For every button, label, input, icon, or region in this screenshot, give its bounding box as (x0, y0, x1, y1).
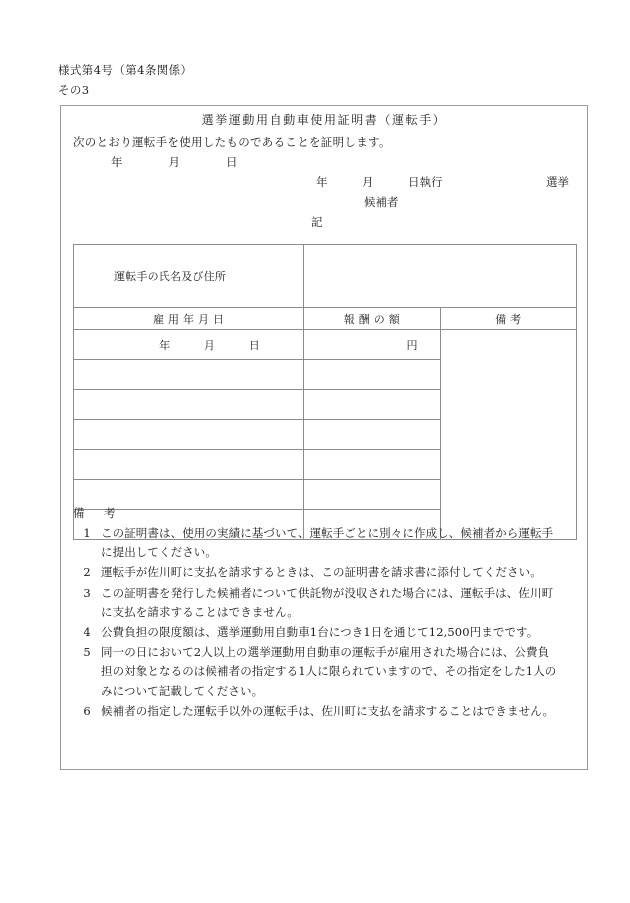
name-address-value[interactable] (304, 245, 577, 308)
note-line: に支払を請求することはできません。 (101, 604, 299, 619)
table-row-name-address (74, 245, 577, 308)
note-number: 1 (83, 526, 91, 540)
cell-remuneration-amount-3[interactable] (304, 390, 441, 420)
note-line: 運転手が佐川町に支払を請求するときは、この証明書を請求書に添付してください。 (101, 565, 542, 580)
driver-usage-table (73, 244, 577, 540)
form-sub-number: その3 (58, 83, 90, 97)
form-number: 様式第4号（第4条関係） (58, 63, 193, 77)
note-item (73, 584, 581, 622)
note-line: 候補者の指定した運転手以外の運転手は、佐川町に支払を請求することはできません。 (101, 703, 555, 718)
issue-date-blank: 年 月 日 (111, 155, 238, 169)
note-line: に提出してください。 (101, 545, 217, 560)
note-line: 同一の日において2人以上の選挙運動用自動車の運転手が雇用された場合には、公費負 (101, 645, 550, 660)
cell-remuneration-amount-2[interactable] (304, 360, 441, 390)
note-number: 4 (83, 625, 91, 640)
header-remuneration-amount: 報酬の額 (304, 308, 441, 330)
note-item (73, 643, 581, 701)
cell-employment-date-3[interactable] (74, 390, 304, 420)
document-meta-header (58, 60, 478, 100)
cell-employment-date-2[interactable] (74, 360, 304, 390)
page-inner (61, 106, 587, 769)
cell-employment-date-4[interactable] (74, 420, 304, 450)
note-number: 3 (83, 585, 91, 600)
cell-remuneration-amount-4[interactable] (304, 420, 441, 450)
cell-employment-date-5[interactable] (74, 450, 304, 480)
note-body (101, 524, 581, 562)
candidate-label: 候補者 (364, 195, 399, 209)
form-title: 選挙運動用自動車使用証明書（運転手） (201, 113, 447, 127)
note-line: この証明書を発行した候補者について供託物が没収された場合には、運転手は、佐川町 (101, 585, 554, 600)
ki-mark: 記 (311, 215, 323, 229)
note-line: みについて記載してください。 (101, 683, 264, 698)
cell-remuneration-amount-1[interactable]: 円 (304, 330, 441, 360)
election-execution-line: 年 月 日執行 選挙 (316, 175, 569, 189)
notes-section (73, 504, 581, 721)
note-item (73, 563, 581, 582)
cell-employment-date-1[interactable]: 年 月 日 (74, 330, 304, 360)
note-body (101, 702, 581, 721)
page-frame (60, 105, 588, 770)
note-item (73, 702, 581, 721)
note-line: 公費負担の限度額は、選挙運動用自動車1台につき1日を通じて12,500円までです。 (101, 625, 539, 640)
note-body (101, 584, 581, 622)
header-remarks: 備考 (440, 308, 577, 330)
note-body (101, 563, 581, 582)
note-item (73, 623, 581, 642)
note-item (73, 524, 581, 562)
note-body (101, 623, 581, 642)
note-number: 6 (83, 703, 91, 718)
cell-remuneration-amount-5[interactable] (304, 450, 441, 480)
note-number: 2 (83, 565, 91, 580)
lead-text: 次のとおり運転手を使用したものであることを証明します。 (73, 135, 391, 149)
note-line: 担の対象となるのは候補者の指定する1人に限られていますので、その指定をした1人の (101, 664, 557, 679)
note-line: この証明書は、使用の実績に基づいて、運転手ごとに別々に作成し、候補者から運転手 (101, 526, 554, 540)
table-row-headers (74, 308, 577, 330)
header-employment-date: 雇用年月日 (74, 308, 304, 330)
notes-title: 備 考 (73, 506, 120, 520)
note-number: 5 (83, 645, 91, 660)
note-body (101, 643, 581, 701)
name-address-label: 運転手の氏名及び住所 (74, 245, 304, 308)
table-row (74, 330, 577, 360)
